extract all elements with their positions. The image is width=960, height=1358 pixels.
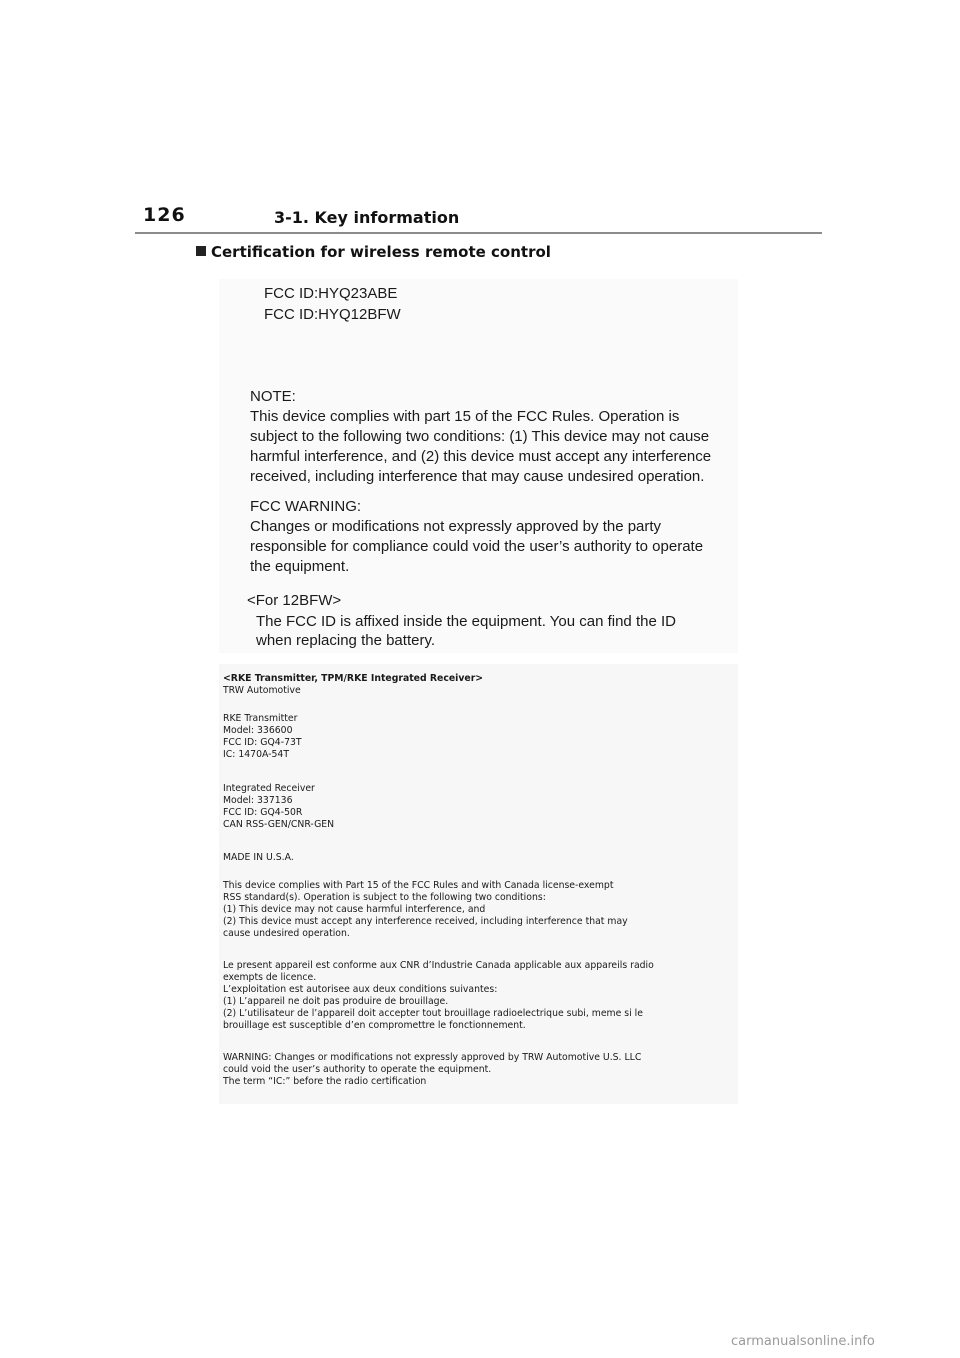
trw-warning-line: could void the user’s authority to operate the equipment.: [223, 1064, 492, 1075]
compliance-line: (1) This device may not cause harmful interference, and: [223, 904, 486, 915]
fcc-label-panel: [219, 279, 738, 653]
square-bullet-icon: [196, 246, 206, 256]
rke-line: RKE Transmitter: [223, 713, 298, 724]
french-line: brouillage est susceptible d’en compromettre le fonctionnement.: [223, 1020, 526, 1031]
note-line: harmful interference, and (2) this device must accept any interference: [250, 448, 712, 465]
compliance-line: cause undesired operation.: [223, 928, 350, 939]
section-title: 3-1. Key information: [274, 208, 460, 227]
compliance-line: RSS standard(s). Operation is subject to the following two conditions:: [223, 892, 546, 903]
french-line: (2) L’utilisateur de l’appareil doit accepter tout brouillage radioelectrique subi, meme si le: [223, 1008, 643, 1019]
made-in: MADE IN U.S.A.: [223, 852, 294, 863]
page-number: 126: [143, 204, 186, 226]
receiver-line: Model: 337136: [223, 795, 293, 806]
note-label: NOTE:: [250, 388, 296, 405]
for-line: when replacing the battery.: [256, 632, 435, 649]
note-line: subject to the following two conditions: (1) This device may not cause: [250, 428, 710, 445]
fcc-id-line: FCC ID:HYQ23ABE: [264, 285, 398, 302]
trw-warning-line: WARNING: Changes or modifications not expressly approved by TRW Automotive U.S. LLC: [223, 1052, 642, 1063]
rke-line: FCC ID: GQ4-73T: [223, 737, 302, 748]
receiver-line: CAN RSS-GEN/CNR-GEN: [223, 819, 335, 830]
compliance-line: (2) This device must accept any interference received, including interference that may: [223, 916, 628, 927]
subheading-text: Certification for wireless remote control: [211, 243, 551, 261]
receiver-line: FCC ID: GQ4-50R: [223, 807, 303, 818]
fcc-id-line: FCC ID:HYQ12BFW: [264, 306, 401, 323]
warning-line: Changes or modifications not expressly approved by the party: [250, 518, 662, 535]
french-line: exempts de licence.: [223, 972, 317, 983]
for-label: <For 12BFW>: [247, 592, 342, 609]
rke-line: Model: 336600: [223, 725, 293, 736]
warning-line: responsible for compliance could void the user’s authority to operate: [250, 538, 704, 555]
subheading: [196, 243, 551, 261]
note-line: This device complies with part 15 of the FCC Rules. Operation is: [250, 408, 680, 425]
compliance-line: This device complies with Part 15 of the FCC Rules and with Canada license-exempt: [223, 880, 614, 891]
header-divider: [135, 232, 822, 234]
receiver-line: Integrated Receiver: [223, 783, 315, 794]
trw-warning-line: The term “IC:” before the radio certification: [223, 1076, 427, 1087]
trw-label-panel: [219, 664, 738, 1104]
for-line: The FCC ID is affixed inside the equipment. You can find the ID: [256, 613, 676, 630]
note-line: received, including interference that may cause undesired operation.: [250, 468, 705, 485]
french-line: (1) L’appareil ne doit pas produire de brouillage.: [223, 996, 449, 1007]
watermark-link[interactable]: carmanualsonline.info: [731, 1334, 875, 1349]
warning-line: the equipment.: [250, 558, 350, 575]
trw-title: <RKE Transmitter, TPM/RKE Integrated Receiver>: [223, 673, 484, 684]
rke-line: IC: 1470A-54T: [223, 749, 289, 760]
french-line: L’exploitation est autorisee aux deux conditions suivantes:: [223, 984, 498, 995]
warning-label: FCC WARNING:: [250, 498, 362, 515]
french-line: Le present appareil est conforme aux CNR d’Industrie Canada applicable aux appareils radio: [223, 960, 654, 971]
trw-maker: TRW Automotive: [223, 685, 301, 696]
